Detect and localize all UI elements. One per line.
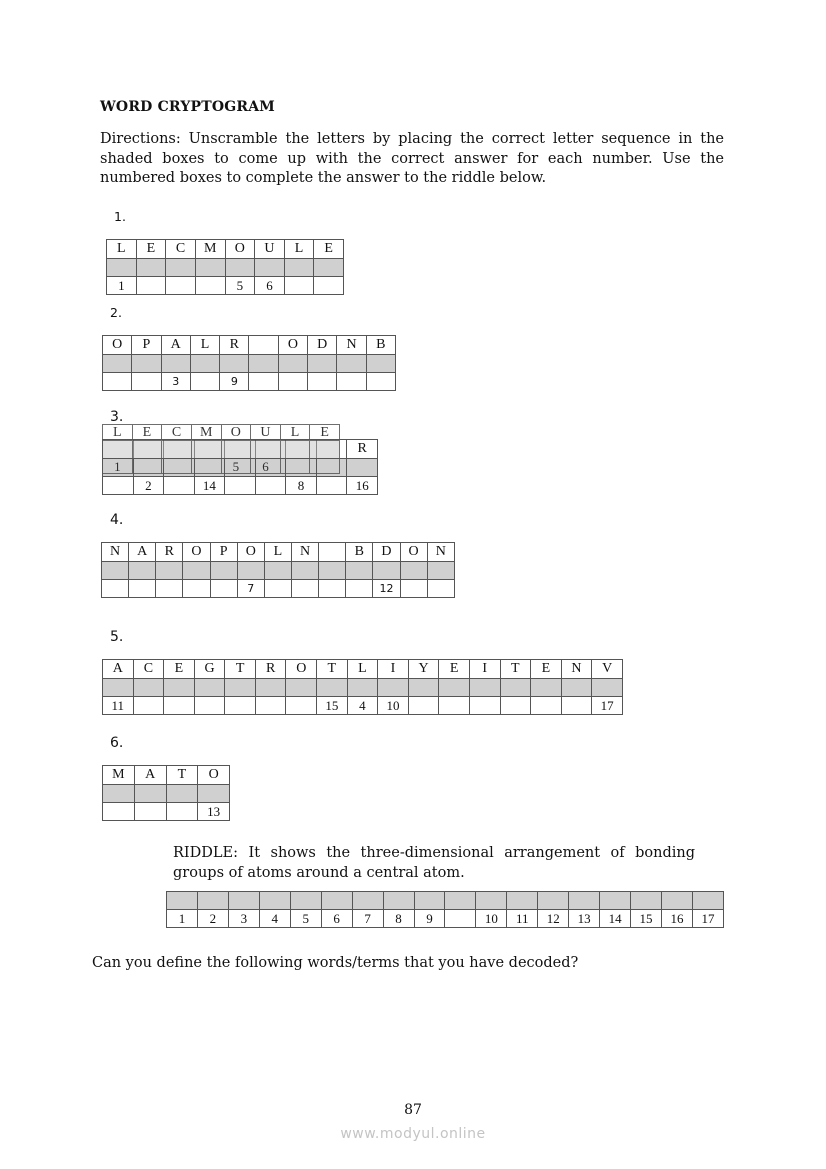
number-cell: [337, 373, 366, 391]
number-cell: [310, 459, 340, 474]
number-cell: 4: [259, 910, 290, 928]
answer-box-row: [107, 259, 344, 277]
answer-box-cell[interactable]: [136, 259, 166, 277]
number-cell: 15: [631, 910, 662, 928]
answer-box-cell[interactable]: [220, 355, 249, 373]
answer-box-cell[interactable]: [373, 562, 400, 580]
letter-cell: T: [166, 766, 198, 785]
number-cell: 5: [221, 459, 251, 474]
answer-box-cell[interactable]: [194, 679, 225, 697]
number-cell: [445, 910, 476, 928]
answer-box-cell[interactable]: [366, 355, 395, 373]
answer-box-cell[interactable]: [221, 441, 251, 459]
number-cell: 10: [476, 910, 507, 928]
answer-box-row: [167, 892, 724, 910]
letter-cell: I: [469, 660, 500, 679]
number-cell: 9: [414, 910, 445, 928]
letter-cell: E: [136, 240, 166, 259]
letter-cell: M: [103, 766, 135, 785]
letter-cell: E: [310, 425, 340, 441]
follow-up-question: Can you define the following words/terms that you have decoded?: [92, 955, 579, 971]
letter-cell: [249, 336, 278, 355]
answer-box-cell[interactable]: [129, 562, 156, 580]
answer-box-cell[interactable]: [255, 679, 286, 697]
answer-box-cell[interactable]: [347, 679, 378, 697]
answer-box-row: [103, 355, 396, 373]
number-cell: 4: [347, 697, 378, 715]
answer-box-cell[interactable]: [249, 355, 278, 373]
number-cell: [264, 580, 291, 598]
answer-box-cell[interactable]: [102, 562, 129, 580]
number-cell: [162, 459, 192, 474]
puzzle-grid-2: [102, 335, 396, 391]
letter-cell: N: [427, 543, 454, 562]
number-cell: [308, 373, 337, 391]
number-cell: [102, 580, 129, 598]
number-cell: [133, 697, 164, 715]
number-cell: [408, 697, 439, 715]
letter-cell: T: [225, 660, 256, 679]
letter-cell: E: [164, 660, 195, 679]
item-label: 5.: [110, 629, 124, 645]
letter-row: [103, 425, 340, 441]
riddle-text: RIDDLE: It shows the three-dimensional arrangement of bonding groups of atoms around a central atom.: [173, 845, 695, 881]
number-cell: 14: [194, 477, 225, 495]
number-cell: [286, 697, 317, 715]
page-number: 87: [404, 1102, 422, 1118]
letter-cell: O: [225, 240, 255, 259]
number-cell: [561, 697, 592, 715]
number-cell: [103, 477, 134, 495]
answer-box-cell[interactable]: [133, 679, 164, 697]
answer-box-cell[interactable]: [190, 355, 219, 373]
number-cell: 6: [321, 910, 352, 928]
answer-box-cell[interactable]: [414, 892, 445, 910]
number-cell: 6: [251, 459, 281, 474]
letter-cell: L: [347, 660, 378, 679]
letter-row: [103, 766, 230, 785]
answer-box-cell[interactable]: [291, 562, 318, 580]
letter-cell: A: [103, 660, 134, 679]
answer-box-cell[interactable]: [237, 562, 264, 580]
answer-box-cell[interactable]: [225, 259, 255, 277]
number-cell: [183, 580, 210, 598]
letter-cell: O: [400, 543, 427, 562]
letter-cell: T: [500, 660, 531, 679]
answer-box-cell[interactable]: [469, 679, 500, 697]
answer-box-cell[interactable]: [251, 441, 281, 459]
letter-cell: M: [195, 240, 225, 259]
number-cell: [225, 477, 256, 495]
number-cell: [156, 580, 183, 598]
number-cell: [134, 803, 166, 821]
number-cell: 3: [228, 910, 259, 928]
answer-box-cell[interactable]: [162, 441, 192, 459]
letter-cell: O: [198, 766, 230, 785]
letter-cell: O: [103, 336, 132, 355]
letter-cell: N: [291, 543, 318, 562]
answer-box-cell[interactable]: [156, 562, 183, 580]
letter-cell: N: [337, 336, 366, 355]
number-cell: [190, 373, 219, 391]
letter-cell: E: [439, 660, 470, 679]
answer-box-cell[interactable]: [600, 892, 631, 910]
number-cell: [366, 373, 395, 391]
letter-cell: D: [373, 543, 400, 562]
answer-box-cell[interactable]: [290, 892, 321, 910]
answer-box-cell[interactable]: [284, 259, 314, 277]
number-row: [102, 580, 455, 598]
answer-box-cell[interactable]: [103, 785, 135, 803]
letter-cell: [319, 543, 346, 562]
letter-cell: B: [366, 336, 395, 355]
answer-box-cell[interactable]: [198, 785, 230, 803]
letter-cell: A: [134, 766, 166, 785]
number-cell: [132, 373, 161, 391]
number-cell: 15: [317, 697, 348, 715]
answer-box-cell[interactable]: [631, 892, 662, 910]
answer-box-cell[interactable]: [592, 679, 623, 697]
number-cell: 7: [352, 910, 383, 928]
letter-cell: A: [161, 336, 190, 355]
number-cell: [225, 697, 256, 715]
answer-box-cell[interactable]: [191, 441, 221, 459]
number-cell: 13: [569, 910, 600, 928]
number-cell: [194, 697, 225, 715]
item-label: 3.: [110, 409, 124, 425]
answer-box-cell[interactable]: [166, 259, 196, 277]
answer-box-row: [103, 679, 623, 697]
number-cell: [210, 580, 237, 598]
number-cell: [191, 459, 221, 474]
number-cell: [166, 277, 196, 295]
number-cell: [316, 477, 347, 495]
answer-box-cell[interactable]: [228, 892, 259, 910]
number-cell: 17: [592, 697, 623, 715]
letter-cell: P: [132, 336, 161, 355]
answer-box-cell[interactable]: [476, 892, 507, 910]
number-cell: [255, 697, 286, 715]
answer-box-cell[interactable]: [264, 562, 291, 580]
number-row: [103, 803, 230, 821]
answer-box-cell[interactable]: [308, 355, 337, 373]
answer-box-cell[interactable]: [103, 679, 134, 697]
number-cell: 9: [220, 373, 249, 391]
riddle-answer-grid: [166, 891, 724, 928]
directions-text: Directions: Unscramble the letters by placing the correct letter sequence in the shaded boxes to come up with the correct answer for each number. Use the numbered boxes to complete the answer to the riddle below.: [100, 131, 724, 186]
answer-box-cell[interactable]: [132, 355, 161, 373]
answer-box-cell[interactable]: [280, 441, 310, 459]
number-cell: 1: [107, 277, 137, 295]
answer-box-cell[interactable]: [103, 441, 133, 459]
letter-cell: C: [133, 660, 164, 679]
letter-cell: R: [220, 336, 249, 355]
answer-box-cell[interactable]: [197, 892, 228, 910]
answer-box-cell[interactable]: [259, 892, 290, 910]
number-cell: [103, 373, 132, 391]
letter-cell: T: [317, 660, 348, 679]
number-cell: 6: [255, 277, 285, 295]
number-cell: 11: [507, 910, 538, 928]
number-cell: [278, 373, 307, 391]
answer-box-cell[interactable]: [164, 679, 195, 697]
number-cell: 13: [198, 803, 230, 821]
answer-box-row: [103, 441, 340, 459]
number-cell: 2: [133, 477, 164, 495]
answer-box-cell[interactable]: [538, 892, 569, 910]
number-row: [103, 459, 340, 474]
number-cell: 5: [290, 910, 321, 928]
answer-box-cell[interactable]: [692, 892, 723, 910]
number-cell: 12: [373, 580, 400, 598]
letter-cell: E: [132, 425, 162, 441]
letter-cell: U: [255, 240, 285, 259]
letter-cell: L: [264, 543, 291, 562]
letter-row: [103, 660, 623, 679]
number-cell: 3: [161, 373, 190, 391]
number-row: [107, 277, 344, 295]
letter-cell: Y: [408, 660, 439, 679]
answer-box-row: [103, 785, 230, 803]
answer-box-cell[interactable]: [166, 785, 198, 803]
letter-cell: P: [210, 543, 237, 562]
number-cell: [280, 459, 310, 474]
puzzle-grid-4: [101, 542, 455, 598]
number-cell: 7: [237, 580, 264, 598]
letter-row: [102, 543, 455, 562]
letter-cell: O: [278, 336, 307, 355]
letter-cell: R: [156, 543, 183, 562]
answer-box-cell[interactable]: [167, 892, 198, 910]
number-cell: [291, 580, 318, 598]
letter-cell: N: [561, 660, 592, 679]
letter-cell: L: [103, 425, 133, 441]
number-cell: [103, 803, 135, 821]
number-cell: [164, 697, 195, 715]
answer-box-cell[interactable]: [103, 355, 132, 373]
number-cell: 8: [383, 910, 414, 928]
answer-box-cell[interactable]: [569, 892, 600, 910]
answer-box-row: [102, 562, 455, 580]
letter-cell: I: [378, 660, 409, 679]
letter-cell: L: [190, 336, 219, 355]
number-cell: [129, 580, 156, 598]
answer-box-cell[interactable]: [161, 355, 190, 373]
letter-cell: O: [286, 660, 317, 679]
answer-box-cell[interactable]: [321, 892, 352, 910]
answer-box-cell[interactable]: [319, 562, 346, 580]
letter-row: [103, 336, 396, 355]
puzzle-grid-3-overlay: [102, 424, 340, 474]
number-row: [103, 477, 378, 495]
answer-box-cell[interactable]: [225, 679, 256, 697]
letter-cell: C: [166, 240, 196, 259]
number-cell: [469, 697, 500, 715]
number-cell: [255, 477, 286, 495]
item-label: 4.: [110, 512, 124, 528]
letter-row: [107, 240, 344, 259]
letter-cell: C: [162, 425, 192, 441]
answer-box-cell[interactable]: [210, 562, 237, 580]
letter-cell: L: [284, 240, 314, 259]
answer-box-cell[interactable]: [195, 259, 225, 277]
letter-cell: L: [280, 425, 310, 441]
number-cell: 1: [103, 459, 133, 474]
number-cell: [195, 277, 225, 295]
number-cell: 10: [378, 697, 409, 715]
item-label: 1.: [114, 209, 126, 224]
answer-box-cell[interactable]: [310, 441, 340, 459]
answer-box-cell[interactable]: [439, 679, 470, 697]
letter-cell: O: [183, 543, 210, 562]
answer-box-cell[interactable]: [445, 892, 476, 910]
item-label: 2.: [110, 305, 122, 320]
answer-box-cell[interactable]: [427, 562, 454, 580]
answer-box-cell[interactable]: [531, 679, 562, 697]
letter-cell: E: [314, 240, 344, 259]
answer-box-cell[interactable]: [107, 259, 137, 277]
letter-cell: U: [251, 425, 281, 441]
item-label: 6.: [110, 735, 124, 751]
letter-cell: R: [255, 660, 286, 679]
number-cell: [346, 580, 373, 598]
answer-box-cell[interactable]: [347, 459, 378, 477]
number-cell: [427, 580, 454, 598]
number-cell: [314, 277, 344, 295]
number-cell: 5: [225, 277, 255, 295]
number-cell: 14: [600, 910, 631, 928]
number-cell: [166, 803, 198, 821]
number-cell: [136, 277, 166, 295]
answer-box-cell[interactable]: [500, 679, 531, 697]
answer-box-cell[interactable]: [662, 892, 693, 910]
answer-box-cell[interactable]: [132, 441, 162, 459]
answer-box-cell[interactable]: [507, 892, 538, 910]
number-cell: 16: [662, 910, 693, 928]
answer-box-cell[interactable]: [183, 562, 210, 580]
answer-box-cell[interactable]: [561, 679, 592, 697]
answer-box-cell[interactable]: [134, 785, 166, 803]
number-row: [103, 697, 623, 715]
answer-box-cell[interactable]: [346, 562, 373, 580]
answer-box-cell[interactable]: [408, 679, 439, 697]
number-cell: [531, 697, 562, 715]
worksheet-title: WORD CRYPTOGRAM: [100, 99, 275, 115]
letter-cell: O: [237, 543, 264, 562]
number-cell: [319, 580, 346, 598]
letter-cell: N: [102, 543, 129, 562]
number-row: [103, 373, 396, 391]
letter-cell: L: [107, 240, 137, 259]
letter-cell: G: [194, 660, 225, 679]
puzzle-grid-6: [102, 765, 230, 821]
number-cell: [164, 477, 195, 495]
number-cell: 17: [692, 910, 723, 928]
letter-cell: D: [308, 336, 337, 355]
number-cell: 2: [197, 910, 228, 928]
number-cell: 12: [538, 910, 569, 928]
answer-box-cell[interactable]: [383, 892, 414, 910]
number-cell: [500, 697, 531, 715]
letter-cell: R: [347, 440, 378, 459]
number-cell: 8: [286, 477, 317, 495]
number-cell: 16: [347, 477, 378, 495]
watermark: www.modyul.online: [340, 1126, 486, 1142]
number-cell: 11: [103, 697, 134, 715]
number-cell: [439, 697, 470, 715]
puzzle-grid-5: [102, 659, 623, 715]
letter-cell: A: [129, 543, 156, 562]
letter-cell: M: [191, 425, 221, 441]
answer-box-cell[interactable]: [337, 355, 366, 373]
number-cell: [284, 277, 314, 295]
answer-box-cell[interactable]: [255, 259, 285, 277]
number-cell: [249, 373, 278, 391]
answer-box-cell[interactable]: [314, 259, 344, 277]
letter-cell: V: [592, 660, 623, 679]
answer-box-cell[interactable]: [378, 679, 409, 697]
answer-box-cell[interactable]: [286, 679, 317, 697]
number-row: [167, 910, 724, 928]
answer-box-cell[interactable]: [278, 355, 307, 373]
letter-cell: E: [531, 660, 562, 679]
answer-box-cell[interactable]: [317, 679, 348, 697]
letter-cell: O: [221, 425, 251, 441]
letter-cell: B: [346, 543, 373, 562]
answer-box-cell[interactable]: [352, 892, 383, 910]
puzzle-grid-1: [106, 239, 344, 295]
number-cell: [132, 459, 162, 474]
number-cell: [400, 580, 427, 598]
answer-box-cell[interactable]: [400, 562, 427, 580]
number-cell: 1: [167, 910, 198, 928]
